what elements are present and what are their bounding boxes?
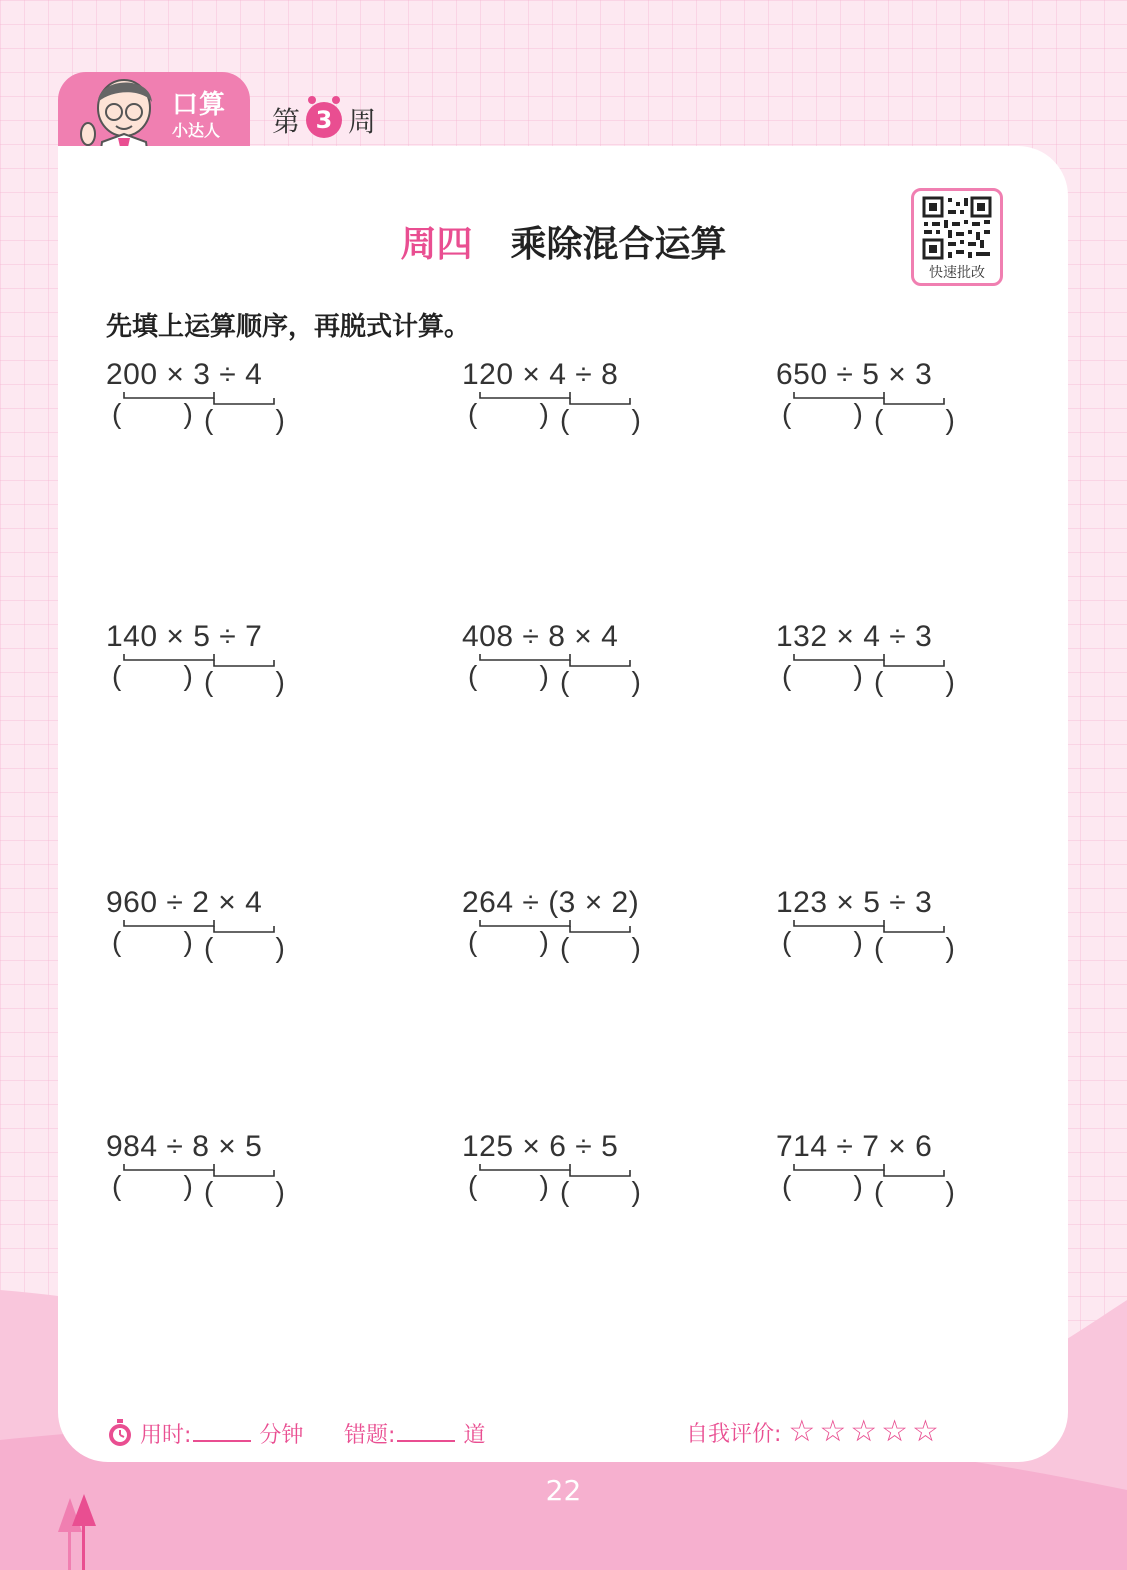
answer-blank-second[interactable]: ( ) (560, 404, 641, 435)
footer-time (106, 1418, 303, 1449)
errors-unit: 道 (463, 1423, 486, 1448)
answer-blank-second[interactable]: ( ) (874, 404, 955, 435)
problem-expression: 960 ÷ 2 × 4 (106, 886, 263, 919)
problem-item (462, 886, 722, 1006)
stopwatch-icon (106, 1418, 134, 1448)
time-unit: 分钟 (259, 1423, 304, 1448)
answer-blank-second[interactable]: ( ) (560, 1176, 641, 1207)
tab-title: 口算 (172, 90, 227, 120)
problem-item (462, 1130, 722, 1250)
tree-icon (56, 1492, 100, 1570)
week-number-badge: 3 (306, 102, 342, 138)
answer-blank-first[interactable]: ( ) (782, 398, 863, 429)
answer-blank-first[interactable]: ( ) (112, 926, 193, 957)
qr-label: 快速批改 (929, 265, 985, 281)
answer-blank-first[interactable]: ( ) (468, 1170, 549, 1201)
problem-expression: 123 × 5 ÷ 3 (776, 886, 933, 919)
week-suffix: 周 (348, 105, 377, 138)
answer-blank-second[interactable]: ( ) (874, 932, 955, 963)
answer-blank-first[interactable]: ( ) (782, 660, 863, 691)
answer-blank-first[interactable]: ( ) (468, 926, 549, 957)
answer-blank-first[interactable]: ( ) (468, 660, 549, 691)
answer-blank-first[interactable]: ( ) (782, 926, 863, 957)
problem-expression: 125 × 6 ÷ 5 (462, 1130, 619, 1163)
answer-blank-second[interactable]: ( ) (560, 932, 641, 963)
title-day: 周四 (400, 224, 473, 265)
worksheet-card (58, 146, 1068, 1462)
problem-expression: 714 ÷ 7 × 6 (776, 1130, 933, 1163)
problem-expression: 200 × 3 ÷ 4 (106, 358, 263, 391)
answer-blank-second[interactable]: ( ) (204, 932, 285, 963)
problem-item (776, 1130, 1036, 1250)
problem-expression: 132 × 4 ÷ 3 (776, 620, 933, 653)
problem-item (776, 620, 1036, 740)
problem-item (106, 886, 366, 1006)
problem-item (106, 358, 366, 478)
problem-expression: 650 ÷ 5 × 3 (776, 358, 933, 391)
week-prefix: 第 (272, 105, 301, 138)
problem-expression: 408 ÷ 8 × 4 (462, 620, 619, 653)
problem-item (462, 358, 722, 478)
eval-label: 自我评价: (686, 1422, 782, 1447)
title-topic: 乘除混合运算 (510, 224, 727, 265)
problem-expression: 140 × 5 ÷ 7 (106, 620, 263, 653)
problem-item (776, 886, 1036, 1006)
answer-blank-second[interactable]: ( ) (560, 666, 641, 697)
problem-expression: 120 × 4 ÷ 8 (462, 358, 619, 391)
footer-self-eval (686, 1414, 943, 1449)
qr-code-icon (922, 196, 992, 260)
answer-blank-first[interactable]: ( ) (112, 1170, 193, 1201)
problem-expression: 984 ÷ 8 × 5 (106, 1130, 263, 1163)
rating-stars[interactable]: ☆☆☆☆☆ (788, 1414, 943, 1449)
problem-item (462, 620, 722, 740)
errors-label: 错题: (344, 1423, 396, 1448)
answer-blank-first[interactable]: ( ) (112, 660, 193, 691)
answer-blank-first[interactable]: ( ) (468, 398, 549, 429)
answer-blank-second[interactable]: ( ) (204, 666, 285, 697)
answer-blank-first[interactable]: ( ) (782, 1170, 863, 1201)
instruction-text: 先填上运算顺序，再脱式计算。 (106, 312, 471, 342)
problem-item (106, 1130, 366, 1250)
week-indicator (272, 100, 376, 140)
answer-blank-first[interactable]: ( ) (112, 398, 193, 429)
answer-blank-second[interactable]: ( ) (204, 404, 285, 435)
footer-errors (344, 1418, 485, 1449)
tab-subtitle: 小达人 (172, 121, 221, 140)
qr-code-box[interactable] (911, 188, 1003, 286)
problem-expression: 264 ÷ (3 × 2) (462, 886, 640, 919)
problem-item (106, 620, 366, 740)
time-blank[interactable] (193, 1440, 251, 1442)
answer-blank-second[interactable]: ( ) (874, 666, 955, 697)
answer-blank-second[interactable]: ( ) (204, 1176, 285, 1207)
problem-item (776, 358, 1036, 478)
answer-blank-second[interactable]: ( ) (874, 1176, 955, 1207)
time-label: 用时: (140, 1423, 192, 1448)
page-number: 22 (545, 1474, 582, 1507)
errors-blank[interactable] (397, 1440, 455, 1442)
